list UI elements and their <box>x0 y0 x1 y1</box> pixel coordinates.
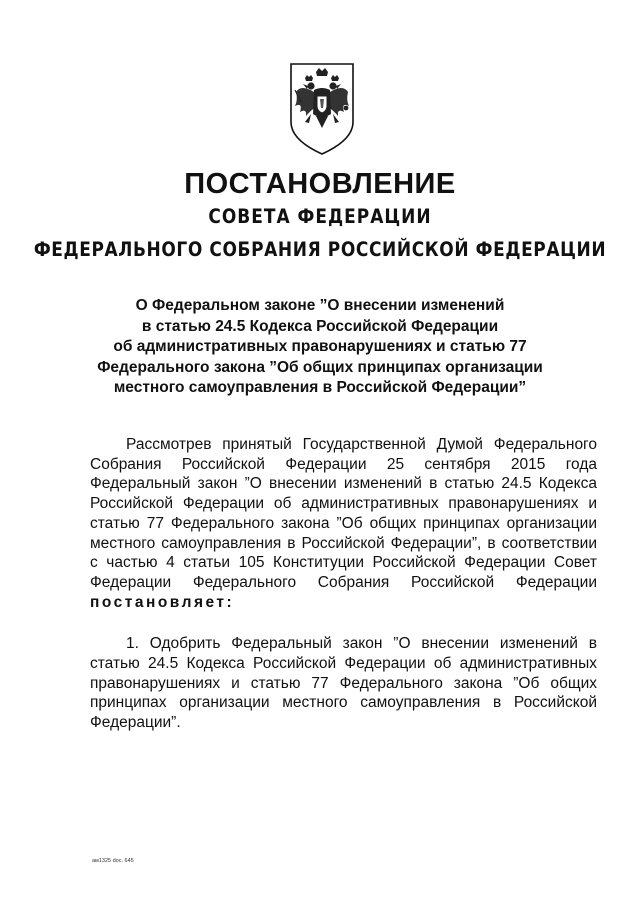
document-heading <box>90 296 550 399</box>
paragraph-preamble <box>90 435 597 612</box>
paragraph-resolution-1: 1. Одобрить Федеральный закон ”О внесении изменений в статью 24.5 Кодекса Российской Федерации об административных правонарушениях и статью 77 Федерального закона ”Об общих принципах организации местного самоуправления в Российской Федерации”. <box>90 635 597 732</box>
heading-line: Федерального закона ”Об общих принципах организации <box>97 358 543 376</box>
heading-line: О Федеральном законе ”О внесении изменений <box>135 297 505 314</box>
footer-document-code: ам1325 doc. 645 <box>92 858 134 864</box>
heading-line: местного самоуправления в Российской Федерации” <box>113 379 527 396</box>
document-title: ПОСТАНОВЛЕНИЕ <box>184 168 456 200</box>
resolves-keyword: постановляет: <box>90 593 235 611</box>
document-subtitle-council: СОВЕТА ФЕДЕРАЦИИ <box>208 205 432 229</box>
document-body <box>90 435 597 733</box>
heading-line: об административных правонарушениях и статью 77 <box>113 338 527 355</box>
preamble-text: Рассмотрев принятый Государственной Думой Федерального Собрания Российской Федерации 25 сентября 2015 года Федеральный закон ”О внесении изменений в статью 24.5 Кодекса Российской Федерации об административных правонарушениях и статью 77 Федерального закона ”Об общих принципах организации местного самоуправления в Российской Федерации”, в соответствии с частью 4 статьи 105 Конституции Российской Федерации Совет Федерации Федерального Собрания Российской Федерации <box>90 436 597 591</box>
coat-of-arms-icon <box>287 62 357 156</box>
document-subtitle-assembly: ФЕДЕРАЛЬНОГО СОБРАНИЯ РОССИЙСКОЙ ФЕДЕРАЦИИ <box>33 238 607 262</box>
heading-line: в статью 24.5 Кодекса Российской Федерации <box>141 317 499 335</box>
